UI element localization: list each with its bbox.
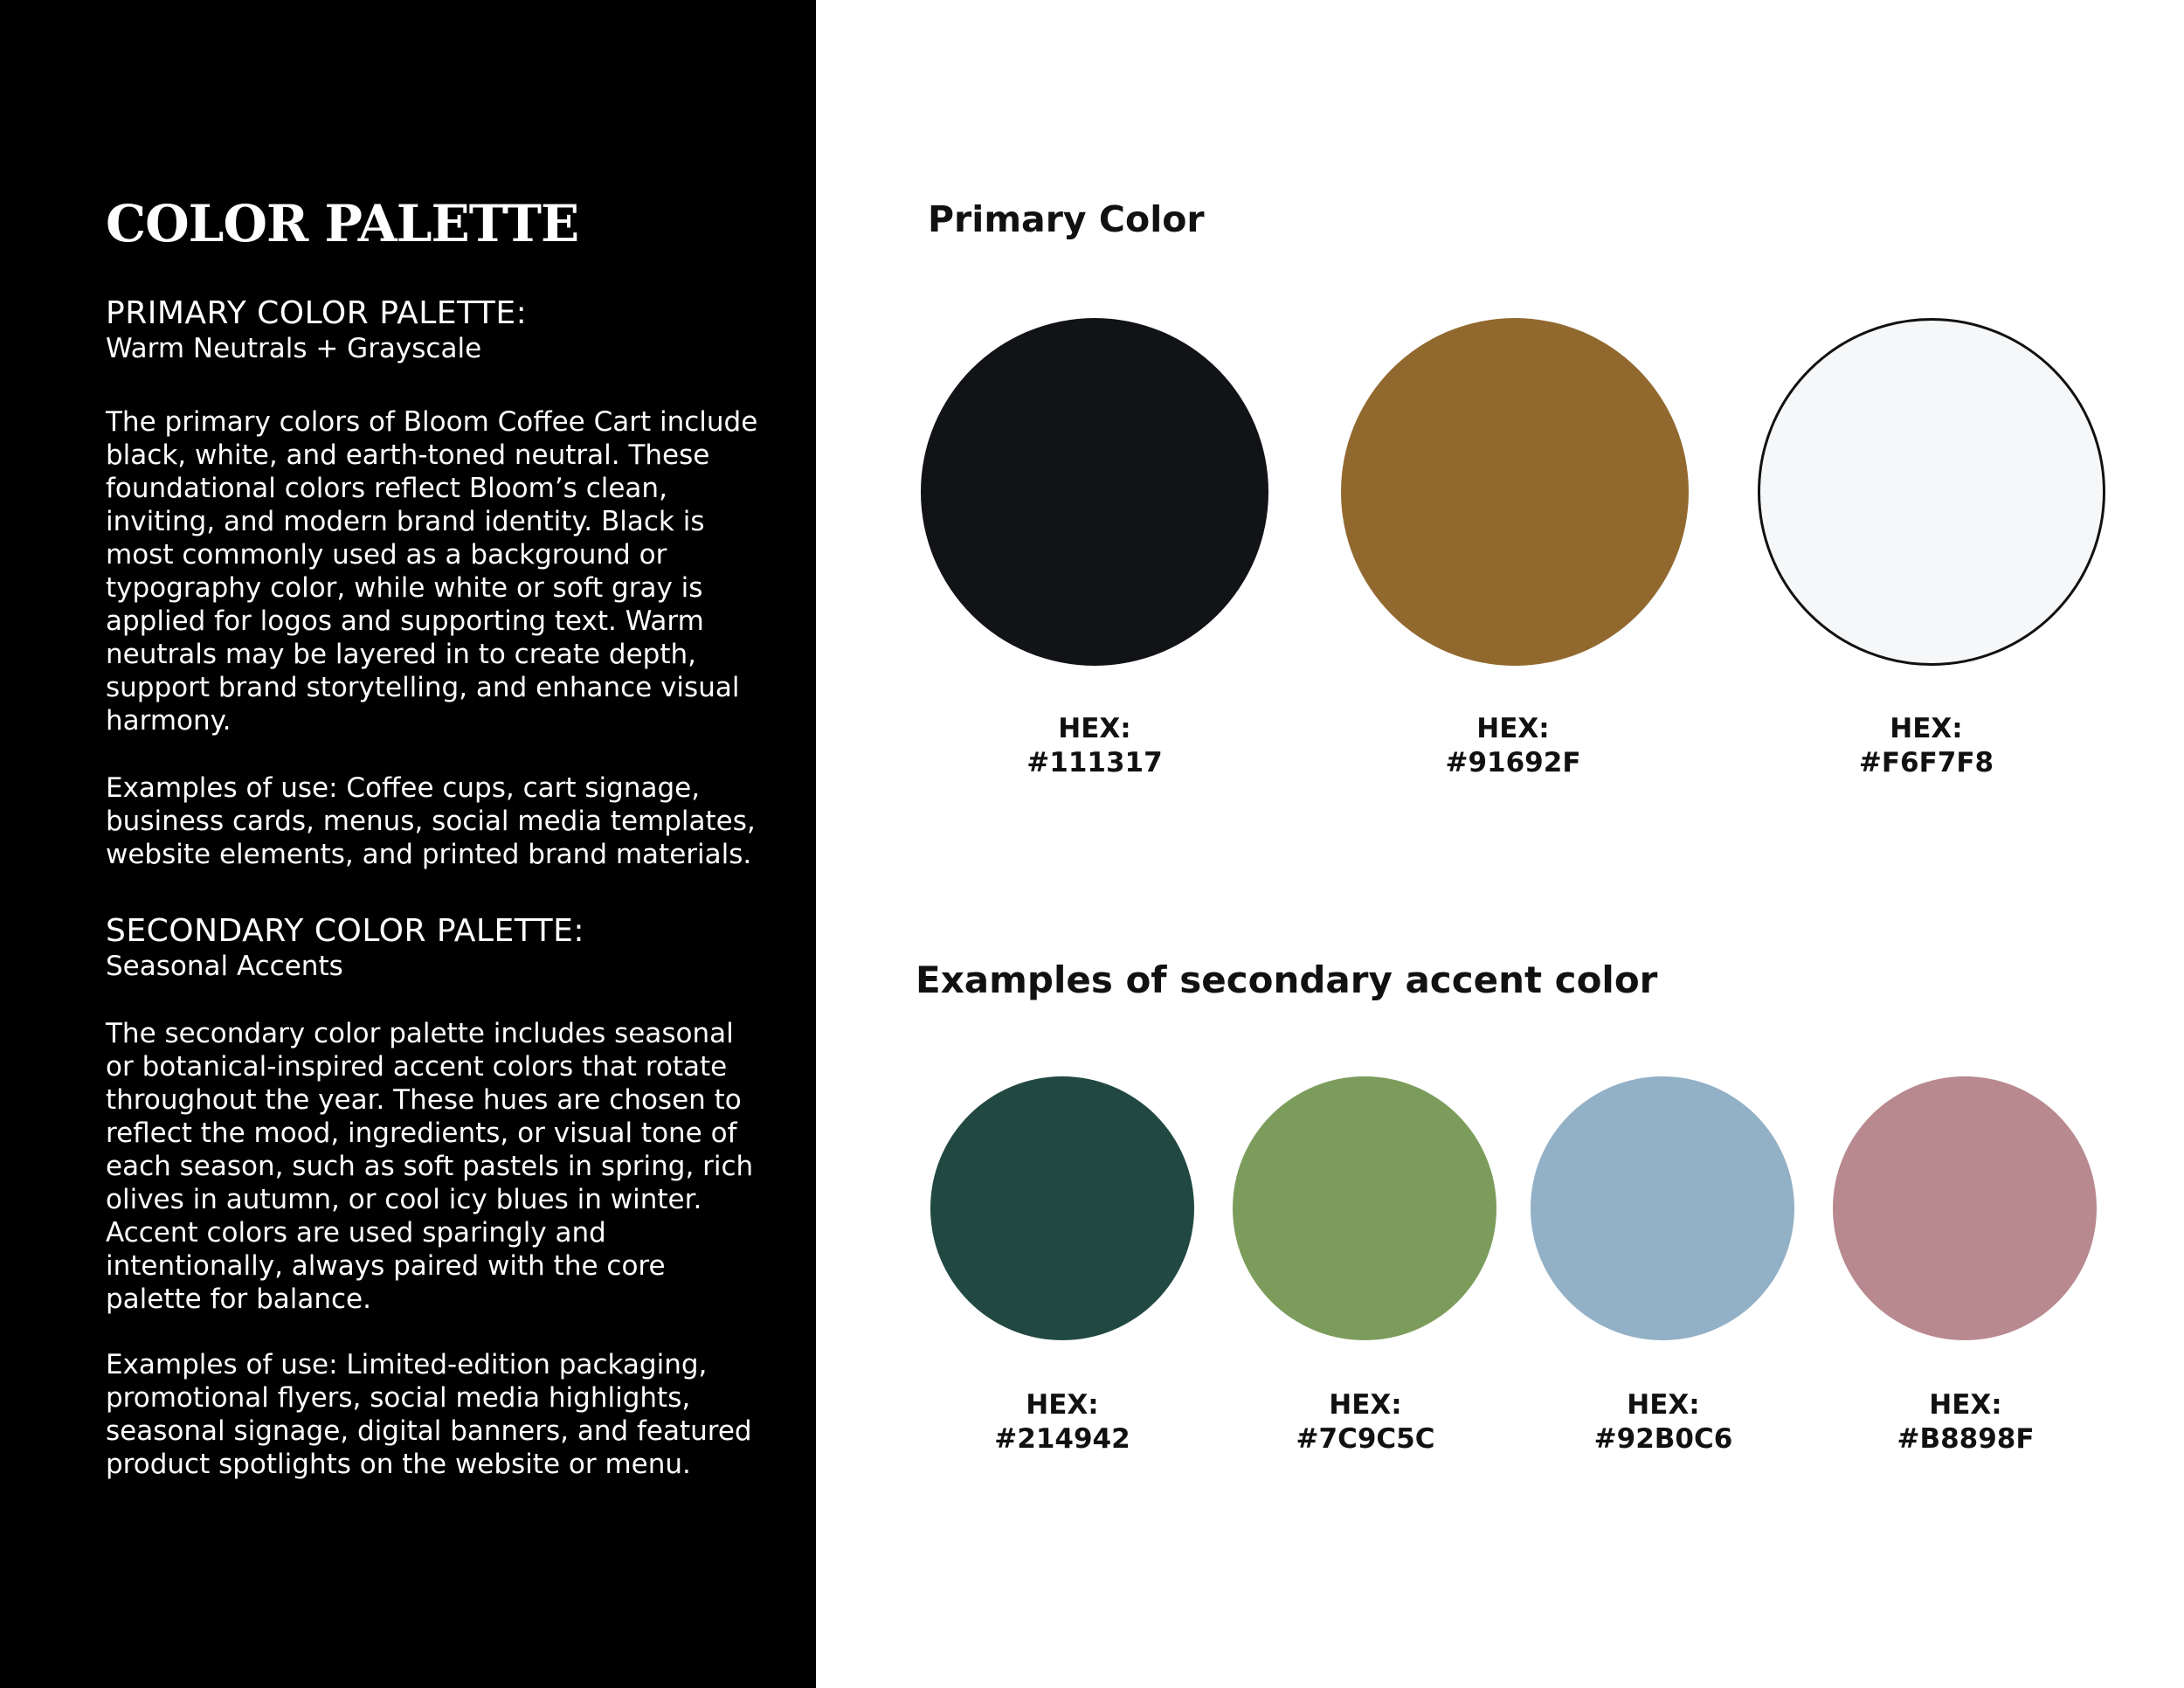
hex-caption: HEX: [1329, 1389, 1402, 1421]
hex-label-primary-3 [1795, 712, 2057, 780]
primary-palette-description [106, 405, 757, 737]
primary-palette-subtitle: Warm Neutrals + Grayscale [106, 333, 482, 364]
text-line: The primary colors of Bloom Coffee Cart include [106, 406, 758, 438]
text-line: website elements, and printed brand materials. [106, 839, 752, 870]
hex-value: #111317 [1026, 747, 1163, 778]
hex-label-secondary-2 [1234, 1388, 1496, 1456]
secondary-color-heading: Examples of secondary accent color [916, 958, 1658, 1001]
hex-caption: HEX: [1929, 1389, 2002, 1421]
text-line: each season, such as soft pastels in spring, rich [106, 1151, 754, 1182]
text-line: olives in autumn, or cool icy blues in winter. [106, 1184, 702, 1215]
text-line: palette for balance. [106, 1283, 371, 1315]
text-line: inviting, and modern brand identity. Black is [106, 506, 705, 537]
swatch-primary-brown [1341, 318, 1689, 666]
secondary-palette-examples [106, 1348, 752, 1481]
text-line: seasonal signage, digital banners, and featured [106, 1415, 752, 1447]
text-line: Examples of use: Coffee cups, cart signage, [106, 772, 701, 804]
swatch-primary-black [921, 318, 1268, 666]
swatch-secondary-green-dark [930, 1076, 1194, 1340]
text-line: promotional flyers, social media highlights, [106, 1382, 691, 1414]
hex-value: #B8898F [1897, 1423, 2035, 1455]
swatch-secondary-blue [1531, 1076, 1794, 1340]
primary-palette-heading: PRIMARY COLOR PALETTE: [106, 295, 528, 331]
text-line: support brand storytelling, and enhance visual [106, 672, 740, 703]
hex-label-secondary-4 [1835, 1388, 2097, 1456]
hex-value: #91692F [1445, 747, 1581, 778]
hex-value: #F6F7F8 [1858, 747, 1994, 778]
hex-caption: HEX: [1627, 1389, 1700, 1421]
hex-caption: HEX: [1058, 713, 1131, 744]
text-line: most commonly used as a background or [106, 539, 667, 571]
hex-value: #92B0C6 [1593, 1423, 1733, 1455]
text-line: black, white, and earth-toned neutral. These [106, 439, 710, 471]
swatch-secondary-rose [1833, 1076, 2097, 1340]
hex-caption: HEX: [1890, 713, 1963, 744]
left-panel [0, 0, 816, 1688]
hex-label-secondary-3 [1532, 1388, 1794, 1456]
hex-label-secondary-1 [931, 1388, 1193, 1456]
text-line: product spotlights on the website or menu. [106, 1449, 691, 1480]
hex-caption: HEX: [1026, 1389, 1099, 1421]
primary-color-heading: Primary Color [928, 198, 1205, 240]
text-line: reflect the mood, ingredients, or visual tone of [106, 1117, 737, 1149]
text-line: applied for logos and supporting text. Warm [106, 605, 704, 637]
text-line: throughout the year. These hues are chosen to [106, 1084, 742, 1116]
text-line: neutrals may be layered in to create depth, [106, 639, 697, 670]
text-line: typography color, while white or soft gray is [106, 572, 703, 604]
text-line: business cards, menus, social media templates, [106, 806, 756, 837]
page-title: COLOR PALETTE [106, 194, 579, 253]
text-line: foundational colors reflect Bloom’s clean, [106, 473, 667, 504]
text-line: or botanical-inspired accent colors that rotate [106, 1051, 728, 1083]
text-line: harmony. [106, 705, 232, 737]
secondary-palette-heading: SECONDARY COLOR PALETTE: [106, 913, 584, 949]
swatch-secondary-green-olive [1233, 1076, 1496, 1340]
hex-label-primary-2 [1382, 712, 1644, 780]
hex-value: #214942 [994, 1423, 1130, 1455]
primary-palette-examples [106, 771, 756, 871]
text-line: Accent colors are used sparingly and [106, 1217, 606, 1249]
hex-label-primary-1 [964, 712, 1226, 780]
secondary-palette-description [106, 1017, 753, 1316]
secondary-palette-subtitle: Seasonal Accents [106, 951, 343, 982]
hex-caption: HEX: [1476, 713, 1550, 744]
swatch-primary-white [1758, 318, 2105, 666]
text-line: intentionally, always paired with the core [106, 1250, 666, 1282]
text-line: Examples of use: Limited-edition packaging, [106, 1349, 708, 1380]
hex-value: #7C9C5C [1296, 1423, 1435, 1455]
text-line: The secondary color palette includes seasonal [106, 1018, 734, 1049]
